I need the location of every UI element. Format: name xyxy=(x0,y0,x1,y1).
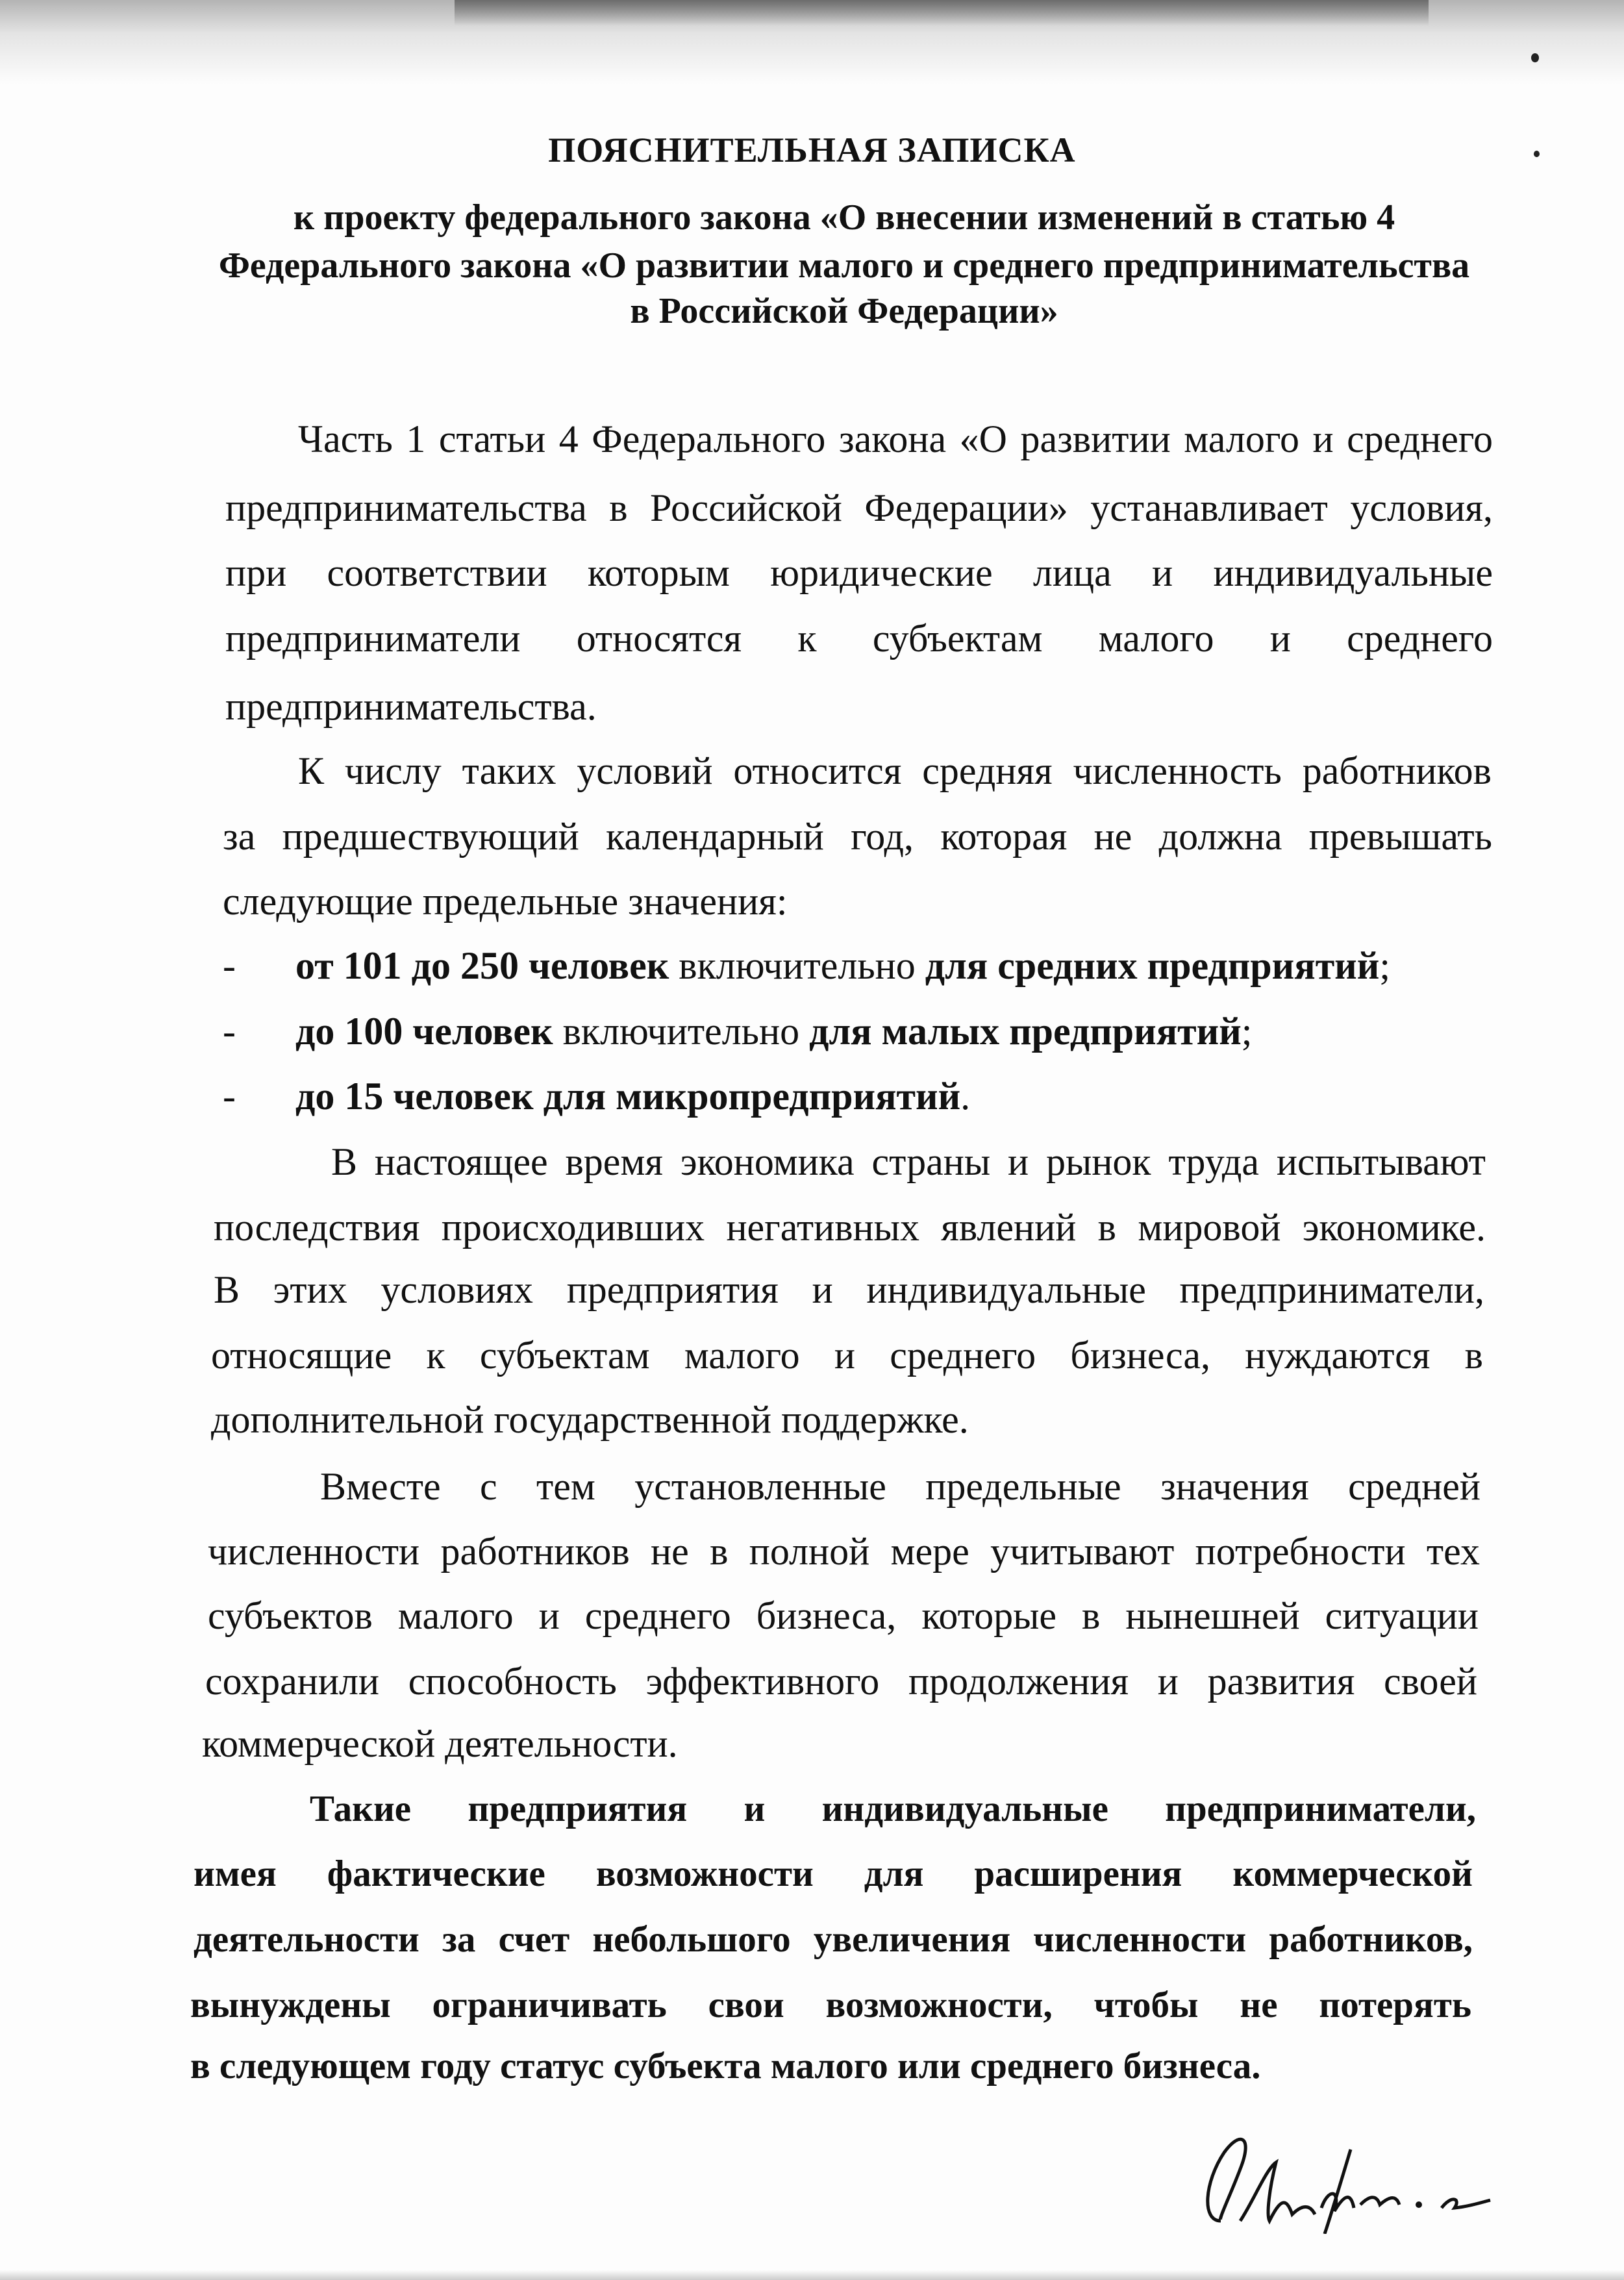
text: за предшествующий календарный год, которая не должна превышать xyxy=(223,815,1492,858)
text: . xyxy=(960,1075,971,1118)
list-item xyxy=(295,940,1390,992)
scan-speck xyxy=(1534,151,1540,157)
document-subtitle-line-3: в Российской Федерации» xyxy=(630,291,1058,331)
paragraph-line xyxy=(225,547,1493,599)
handwritten-signature xyxy=(1195,2123,1506,2234)
text: последствия происходивших негативных явлений в мировой экономике. xyxy=(214,1206,1486,1249)
text: включительно xyxy=(553,1010,810,1053)
text: численности работников не в полной мере учитывают потребности тех xyxy=(208,1530,1480,1573)
scan-noise-top-dark xyxy=(455,0,1429,26)
bold-text: от 101 до 250 человек xyxy=(295,944,669,987)
paragraph-line xyxy=(214,1264,1484,1316)
text: относящие к субъектам малого и среднего бизнеса, нуждаются в xyxy=(211,1334,1483,1377)
paragraph-line xyxy=(225,612,1493,664)
document-subtitle-line-1: к проекту федерального закона «О внесении изменений в статью 4 xyxy=(293,197,1395,238)
text: предпринимательства. xyxy=(225,685,597,728)
text: ; xyxy=(1379,944,1390,987)
paragraph-line xyxy=(310,1783,1476,1835)
text: ; xyxy=(1241,1010,1253,1053)
text: В настоящее время экономика страны и рынок труда испытывают xyxy=(331,1140,1486,1183)
bold-text: до 100 человек xyxy=(295,1010,553,1053)
paragraph-line xyxy=(211,1394,969,1446)
list-bullet-dash: - xyxy=(223,944,236,987)
text: Такие предприятия и индивидуальные предприниматели, xyxy=(310,1788,1476,1829)
scan-edge-bottom xyxy=(0,2270,1624,2280)
paragraph-line xyxy=(208,1590,1479,1642)
text: деятельности за счет небольшого увеличения численности работников, xyxy=(194,1919,1473,1960)
paragraph-line xyxy=(331,1136,1486,1188)
text: следующие предельные значения: xyxy=(223,880,788,923)
bold-text: для малых предприятий xyxy=(809,1010,1242,1053)
bold-text: до 15 человек для микропредприятий xyxy=(295,1075,961,1118)
paragraph-line xyxy=(194,1914,1473,1966)
document-subtitle-line-2: Федерального закона «О развитии малого и среднего предпринимательства xyxy=(218,245,1470,286)
paragraph-line xyxy=(208,1525,1480,1577)
bold-text: для средних предприятий xyxy=(925,944,1380,987)
paragraph-line xyxy=(320,1460,1480,1512)
text: имея фактические возможности для расширения коммерческой xyxy=(194,1853,1473,1894)
text: Вместе с тем установленные предельные значения средней xyxy=(320,1465,1480,1508)
text: предпринимательства в Российской Федерации» устанавливает условия, xyxy=(225,486,1493,529)
document-title: ПОЯСНИТЕЛЬНАЯ ЗАПИСКА xyxy=(548,131,1076,169)
paragraph-line xyxy=(205,1655,1477,1707)
list-item xyxy=(295,1070,970,1122)
paragraph-line xyxy=(214,1201,1486,1253)
text: включительно xyxy=(669,944,925,987)
text: субъектов малого и среднего бизнеса, которые в нынешней ситуации xyxy=(208,1594,1479,1637)
text: Часть 1 статьи 4 Федерального закона «О развитии малого и среднего xyxy=(298,418,1493,460)
text: сохранили способность эффективного продолжения и развития своей xyxy=(205,1660,1477,1703)
list-bullet-dash: - xyxy=(223,1010,236,1053)
text: предприниматели относятся к субъектам малого и среднего xyxy=(225,617,1493,660)
text: В этих условиях предприятия и индивидуальные предприниматели, xyxy=(214,1268,1484,1311)
paragraph-line xyxy=(223,810,1492,862)
paragraph-line xyxy=(298,413,1493,465)
paragraph-line xyxy=(223,875,788,927)
list-item xyxy=(295,1005,1252,1057)
text: вынуждены ограничивать свои возможности, чтобы не потерять xyxy=(190,1985,1471,2025)
list-bullet-dash: - xyxy=(223,1075,236,1118)
paragraph-line xyxy=(298,745,1492,797)
text: при соответствии которым юридические лица и индивидуальные xyxy=(225,551,1493,594)
paragraph-line xyxy=(202,1718,678,1770)
paragraph-line xyxy=(225,482,1493,534)
paragraph-line xyxy=(190,1979,1471,2031)
text: коммерческой деятельности. xyxy=(202,1722,678,1765)
text: К числу таких условий относится средняя численность работников xyxy=(298,749,1492,792)
text: в следующем году статус субъекта малого или среднего бизнеса. xyxy=(190,2046,1261,2086)
paragraph-line xyxy=(190,2040,1261,2092)
paragraph-line xyxy=(225,681,597,733)
paragraph-line xyxy=(194,1848,1473,1900)
scan-speck xyxy=(1531,53,1539,62)
text: дополнительной государственной поддержке. xyxy=(211,1398,969,1441)
paragraph-line xyxy=(211,1329,1483,1381)
